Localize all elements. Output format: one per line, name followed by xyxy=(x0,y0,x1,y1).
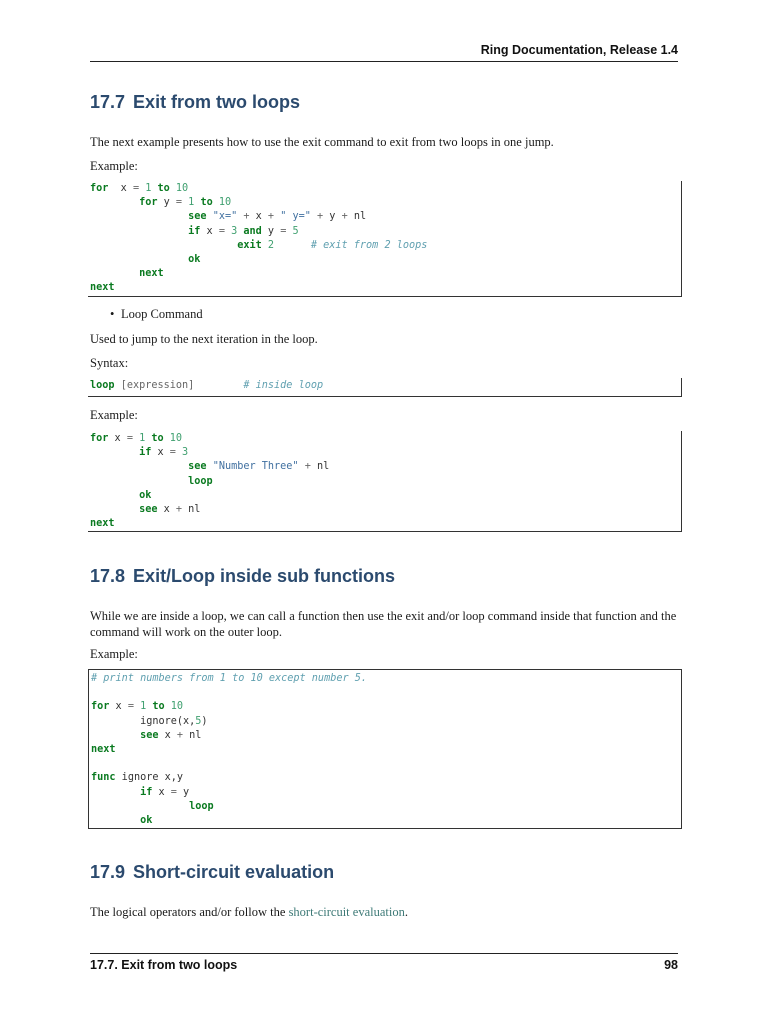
code-token xyxy=(90,268,139,279)
code-token: "Number Three" xyxy=(212,461,299,473)
code-token: + xyxy=(267,211,275,223)
code-token: nl xyxy=(347,211,367,223)
code-token: 10 xyxy=(212,197,232,209)
code-token: see xyxy=(188,461,207,473)
code-token: see xyxy=(140,729,159,741)
code-token: and xyxy=(243,225,262,237)
code-token xyxy=(91,815,140,826)
code-token: x xyxy=(157,503,176,515)
code-token: = xyxy=(218,225,225,237)
code-line xyxy=(88,503,681,517)
page-header-title: Ring Documentation, Release 1.4 xyxy=(480,43,678,57)
code-line xyxy=(88,489,681,503)
code-token: to xyxy=(200,197,213,209)
code-token: next xyxy=(139,268,164,280)
paragraph-intro-17-7: The next example presents how to use the exit command to exit from two loops in one jump. xyxy=(90,135,554,149)
code-token: for xyxy=(90,433,109,444)
code-token: 10 xyxy=(163,433,183,444)
section-number: 17.8 xyxy=(90,566,126,586)
code-line xyxy=(88,460,681,474)
code-token: loop xyxy=(90,380,115,391)
code-token: "x=" xyxy=(212,211,238,223)
code-token: if xyxy=(140,786,153,798)
code-token: + xyxy=(341,211,348,223)
code-token: 3 xyxy=(175,447,189,459)
bullet-dot-icon: • xyxy=(110,307,115,321)
code-line xyxy=(88,225,681,239)
section-number: 17.9 xyxy=(90,862,126,882)
code-token: 3 xyxy=(224,225,244,237)
code-token: + xyxy=(243,211,250,223)
code-token: [expression] xyxy=(120,380,195,391)
code-token: + xyxy=(176,729,184,741)
code-line xyxy=(89,700,681,714)
code-token: = xyxy=(126,433,133,444)
code-token: 5 xyxy=(195,715,202,727)
code-token: # inside loop xyxy=(243,380,324,391)
code-line xyxy=(89,814,681,828)
code-line xyxy=(88,239,681,253)
code-token: = xyxy=(280,225,287,237)
paragraph-loop-desc: Used to jump to the next iteration in the loop. xyxy=(90,332,318,346)
code-token: 1 xyxy=(182,197,201,209)
code-line xyxy=(88,517,681,531)
code-line xyxy=(89,686,681,700)
code-token: = xyxy=(175,197,183,209)
section-title: Exit from two loops xyxy=(133,92,301,112)
code-token: to xyxy=(152,701,165,713)
code-token: x xyxy=(158,729,177,741)
section-title: Exit/Loop inside sub functions xyxy=(133,566,396,586)
code-token: to xyxy=(151,433,164,444)
code-token: # exit from 2 loops xyxy=(310,239,428,251)
code-token xyxy=(194,380,243,391)
code-line xyxy=(89,771,681,785)
code-line xyxy=(88,210,681,224)
code-token: func xyxy=(91,772,116,784)
code-token: see xyxy=(139,503,158,515)
code-token xyxy=(90,461,188,472)
section-heading-17-8 xyxy=(90,566,395,587)
code-token xyxy=(90,226,188,237)
syntax-label: Syntax: xyxy=(90,356,129,370)
code-line xyxy=(89,786,681,800)
code-line xyxy=(88,182,681,196)
code-token: nl xyxy=(183,729,202,741)
code-token: ok xyxy=(140,814,153,826)
code-token: " y=" xyxy=(280,211,311,223)
code-token: 1 xyxy=(133,701,153,713)
code-token: x xyxy=(200,225,219,237)
code-line xyxy=(89,800,681,814)
paragraph-short-circuit xyxy=(90,904,680,920)
code-token: 10 xyxy=(164,701,184,713)
code-token: see xyxy=(188,211,207,223)
code-token: next xyxy=(90,282,115,294)
code-token: = xyxy=(169,447,176,459)
code-token xyxy=(90,447,139,458)
code-block-sub-functions xyxy=(88,669,682,829)
code-token: x xyxy=(108,433,127,444)
short-circuit-link[interactable]: short-circuit evaluation xyxy=(288,905,405,919)
code-line xyxy=(88,196,681,210)
code-token xyxy=(91,801,189,812)
code-token xyxy=(274,240,311,251)
section-title: Short-circuit evaluation xyxy=(133,862,335,882)
code-token: + xyxy=(304,461,311,473)
code-block-loop-example xyxy=(88,431,682,532)
code-token: x xyxy=(109,701,128,713)
code-token xyxy=(90,197,139,208)
code-line xyxy=(89,757,681,771)
code-token: = xyxy=(170,786,177,798)
code-token xyxy=(91,730,140,741)
paragraph-intro-17-8: While we are inside a loop, we can call a function then use the exit and/or loop command inside that function and the command will work on the outer loop. xyxy=(90,609,677,639)
code-line xyxy=(88,432,681,446)
code-token: 5 xyxy=(286,225,299,237)
code-token: # print numbers from 1 to 10 except number 5. xyxy=(91,673,368,684)
short-circuit-text: The logical operators and/or follow the xyxy=(90,905,289,919)
code-block-loop-syntax xyxy=(88,378,682,397)
example-label-3: Example: xyxy=(90,647,138,661)
code-token: y xyxy=(261,225,281,237)
code-token xyxy=(91,787,140,798)
code-token: loop xyxy=(188,475,213,487)
section-number: 17.7 xyxy=(90,92,126,112)
code-line xyxy=(89,715,681,729)
page-number: 98 xyxy=(664,958,678,972)
code-token: exit xyxy=(237,239,262,251)
footer-section: 17.7. Exit from two loops xyxy=(90,958,238,972)
code-token xyxy=(90,476,188,487)
code-block-exit-two-loops xyxy=(88,181,682,297)
code-token: nl xyxy=(310,461,330,473)
code-token: = xyxy=(127,701,134,713)
code-line xyxy=(89,672,681,686)
code-token: = xyxy=(132,183,140,194)
bullet-text: Loop Command xyxy=(121,307,203,321)
section-heading-17-9 xyxy=(90,862,334,883)
code-token: y xyxy=(157,197,176,209)
code-token: y xyxy=(323,211,342,223)
code-token: ok xyxy=(188,253,201,265)
code-line xyxy=(89,743,681,757)
code-token: ignore(x, xyxy=(91,715,196,727)
code-line xyxy=(88,379,681,393)
example-label-2: Example: xyxy=(90,408,138,422)
code-token: nl xyxy=(182,503,201,515)
code-token: for xyxy=(139,197,158,209)
code-token: 2 xyxy=(261,239,275,251)
code-token: if xyxy=(188,225,201,237)
code-token: next xyxy=(90,518,115,530)
code-token: + xyxy=(175,503,183,515)
code-token xyxy=(90,211,188,222)
code-token: y xyxy=(176,786,190,798)
bullet-loop-command xyxy=(110,307,203,322)
code-token: 1 xyxy=(139,183,158,194)
code-line xyxy=(88,446,681,460)
code-token: x xyxy=(108,183,133,194)
code-line xyxy=(88,267,681,281)
code-token: 1 xyxy=(132,433,152,444)
code-token: x xyxy=(152,786,171,798)
code-token: + xyxy=(317,211,324,223)
code-token: 10 xyxy=(169,183,189,194)
code-token: for xyxy=(91,701,110,713)
code-line xyxy=(89,729,681,743)
code-token: loop xyxy=(189,800,214,812)
code-line xyxy=(88,281,681,295)
code-line xyxy=(88,475,681,489)
code-token xyxy=(90,504,139,515)
code-token: ) xyxy=(201,715,208,727)
section-heading-17-7 xyxy=(90,92,300,113)
code-token: to xyxy=(157,183,170,194)
code-token: if xyxy=(139,447,152,459)
code-token: x xyxy=(249,211,268,223)
header-rule xyxy=(90,61,678,62)
code-token: for xyxy=(90,183,109,194)
short-circuit-period: . xyxy=(404,905,408,919)
example-label: Example: xyxy=(90,159,138,173)
code-token xyxy=(90,490,139,501)
code-token xyxy=(90,254,188,265)
code-token xyxy=(90,240,237,251)
code-line xyxy=(88,253,681,267)
code-token: next xyxy=(91,743,116,755)
code-token: x xyxy=(151,447,170,459)
code-token: ignore x,y xyxy=(115,772,184,784)
code-token: ok xyxy=(139,489,152,501)
footer-rule xyxy=(90,953,678,954)
